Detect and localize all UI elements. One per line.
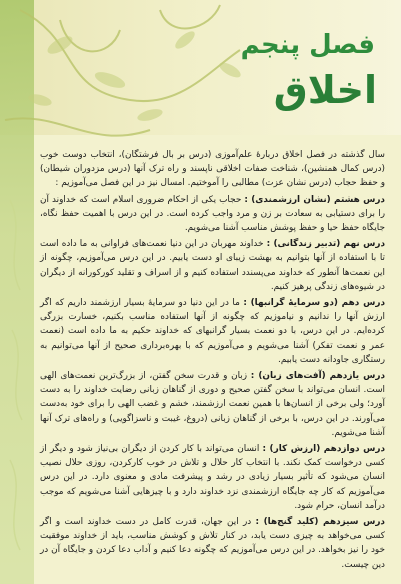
- lesson-paragraph: [40, 515, 385, 572]
- lesson-text: ما در این دنیا دو سرمایهٔ بسیار ارزشمند داریم که اگر ارزش آنها را ندانیم و نیاموزیم که چگونه از آنها استفاده مناسب بکنیم، خسارت بزرگی کرده‌ایم. در این درس، با دو نعمت بسیار گرانبهای که خداوند حکیم به ما داده است (نعمت عمر و نعمت تفکر) آشنا می‌شویم و می‌آموزیم که با بهره‌برداری صحیح از آنها می‌توانیم به رستگاری جاودانه دست یابیم.: [40, 298, 385, 365]
- lesson-paragraph: [40, 442, 385, 513]
- lesson-text: خداوند مهربان در این دنیا نعمت‌های فراوانی به ما داده است تا با استفاده از آنها بتوانیم به بهشت زیبای او دست یابیم. در این درس می‌آموزیم، چگونه از این نعمت‌ها آنطور که خداوند می‌پسندد استفاده کنیم و از اسراف و تقلید کورکورانه از دیگران در شیوه‌های زندگی پرهیز کنیم.: [40, 239, 385, 292]
- lesson-title: درس دهم (دو سرمایهٔ گرانبها) :: [243, 298, 385, 309]
- lesson-title: درس هشتم (نشان ارزشمندی) :: [244, 194, 385, 205]
- lesson-paragraph: [40, 296, 385, 367]
- lesson-text: حجاب یکی از احکام ضروری اسلام است که خداوند آن را برای دستیابی به سعادت بر زن و مرد واجب کرده است. در این درس با اهمیت حفظ نگاه، جایگاه حفظ حیا و حفظ پوشش مناسب آشنا می‌شویم.: [40, 194, 385, 234]
- lesson-title: درس دوازدهم (ارزش کار) :: [262, 444, 386, 455]
- chapter-body: [40, 148, 385, 574]
- lesson-paragraph: [40, 369, 385, 440]
- lesson-text: انسان می‌تواند با کار کردن از دیگران بی‌نیاز شود و دیگر از کسی درخواست کمک نکند. با انتخاب کار حلال و تلاش در خوب کارکردن، روزی حلال نصیب انسان می‌شود که تأثیر بسیار زیادی در رشد و پیشرفت مادی و معنوی دارد. در این درس می‌آموزیم که کار چه جایگاه ارزشمندی نزد خداوند دارد و با چیزهایی آشنا می‌شویم که موجب درآمد انسان، حرام شود.: [40, 444, 385, 511]
- lesson-title: درس یازدهم (آفت‌های زبان) :: [250, 371, 386, 382]
- lesson-title: درس سیزدهم (کلید گنج‌ها) :: [255, 517, 385, 528]
- lesson-text: در این جهان، قدرت کامل در دست خداوند است و اگر کسی می‌خواهد به چیزی دست یابد، در کنار تلاش و کوشش مناسب، باید از خداوند موفقیت خود را نیز بخواهد. در این درس می‌آموزیم که چگونه دعا کنیم و آداب دعا کردن و جایگاه آن در دین چیست.: [40, 517, 385, 570]
- chapter-label: فصل پنجم: [240, 30, 375, 60]
- lesson-paragraph: [40, 237, 385, 294]
- lesson-paragraph: [40, 193, 385, 236]
- intro-paragraph: سال گذشته در فصل اخلاق دربارهٔ علم‌آموزی (درس بر بال فرشتگان)، انتخاب دوست خوب (درس کمال همنشین)، شناخت صفات اخلاقی ناپسند و راه ترک آنها (درس مزدوران شیطان) و حفظ حجاب (درس نشان عزت) مطالبی را آموختیم. امسال نیز در این فصل می‌آموزیم :: [40, 150, 385, 189]
- lesson-title: درس نهم (تدبیر زندگانی) :: [266, 239, 386, 250]
- chapter-title: اخلاق: [273, 68, 377, 112]
- lesson-text: زبان و قدرت سخن گفتن، از بزرگ‌ترین نعمت‌های الهی است. انسان می‌تواند با سخن گفتن صحیح و دوری از گناهان زبانی رضایت خداوند را به دست آورد؛ ولی برخی از انسان‌ها با همین نعمت ارزشمند، خشم و غضب الهی را برای خود به‌دست می‌آورند. در این درس، با برخی از گناهان زبانی (دروغ، غیبت و ناسزاگویی) و راه‌های ترک آنها آشنا می‌شویم.: [40, 371, 385, 438]
